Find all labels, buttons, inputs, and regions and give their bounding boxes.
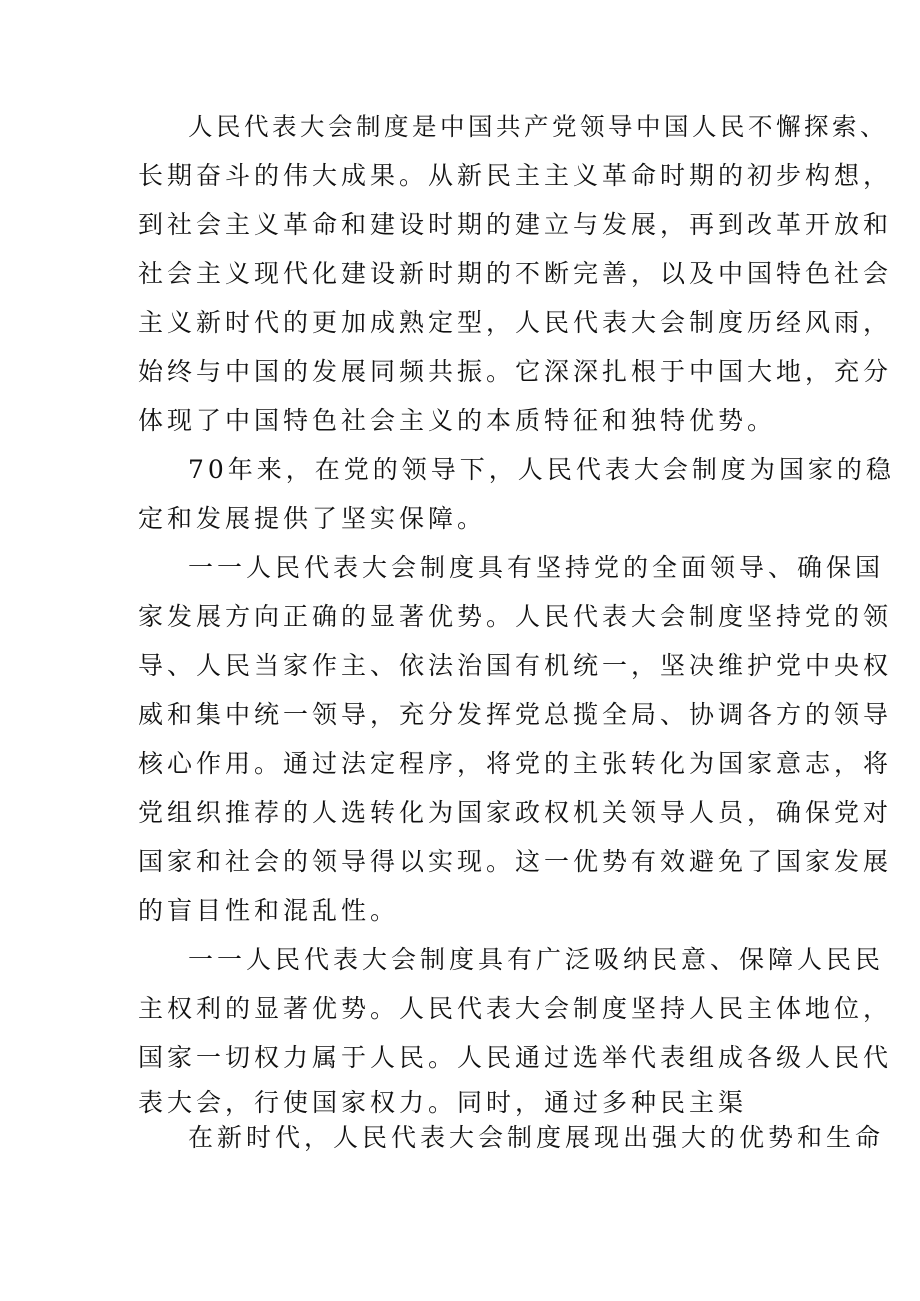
- paragraph-4-line-4: 表大会，行使国家权力。同时，通过多种民主渠: [138, 1088, 748, 1117]
- paragraph-1-line-3: 到社会主义革命和建设时期的建立与发展，再到改革开放和: [138, 210, 893, 239]
- paragraph-3-line-1: 一一人民代表大会制度具有坚持党的全面领导、确保国: [188, 553, 885, 582]
- paragraph-1-line-4: 社会主义现代化建设新时期的不断完善，以及中国特色社会: [138, 259, 893, 288]
- paragraph-3-line-3: 导、人民当家作主、依法治国有机统一，坚决维护党中央权: [138, 651, 893, 680]
- paragraph-3-line-6: 党组织推荐的人选转化为国家政权机关领导人员，确保党对: [138, 798, 893, 827]
- paragraph-3-line-2: 家发展方向正确的显著优势。人民代表大会制度坚持党的领: [138, 602, 893, 631]
- paragraph-1-line-6: 始终与中国的发展同频共振。它深深扎根于中国大地，充分: [138, 357, 893, 386]
- paragraph-5-line-1: 在新时代，人民代表大会制度展现出强大的优势和生命: [188, 1123, 885, 1152]
- paragraph-1-line-2: 长期奋斗的伟大成果。从新民主主义革命时期的初步构想，: [138, 161, 893, 190]
- paragraph-1-line-5: 主义新时代的更加成熟定型，人民代表大会制度历经风雨，: [138, 308, 893, 337]
- paragraph-3-line-8: 的盲目性和混乱性。: [138, 896, 400, 925]
- paragraph-2-line-1: 70年来，在党的领导下，人民代表大会制度为国家的稳: [188, 455, 895, 484]
- paragraph-4-line-2: 主权利的显著优势。人民代表大会制度坚持人民主体地位，: [138, 994, 893, 1023]
- paragraph-4-line-3: 国家一切权力属于人民。人民通过选举代表组成各级人民代: [138, 1043, 893, 1072]
- paragraph-3-line-5: 核心作用。通过法定程序，将党的主张转化为国家意志，将: [138, 749, 893, 778]
- paragraph-1-line-1: 人民代表大会制度是中国共产党领导中国人民不懈探索、: [188, 112, 888, 141]
- paragraph-3-line-4: 威和集中统一领导，充分发挥党总揽全局、协调各方的领导: [138, 700, 893, 729]
- paragraph-4-line-1: 一一人民代表大会制度具有广泛吸纳民意、保障人民民: [188, 945, 885, 974]
- paragraph-3-line-7: 国家和社会的领导得以实现。这一优势有效避免了国家发展: [138, 847, 893, 876]
- paragraph-2-line-2: 定和发展提供了坚实保障。: [138, 504, 487, 533]
- paragraph-1-line-7: 体现了中国特色社会主义的本质特征和独特优势。: [138, 406, 777, 435]
